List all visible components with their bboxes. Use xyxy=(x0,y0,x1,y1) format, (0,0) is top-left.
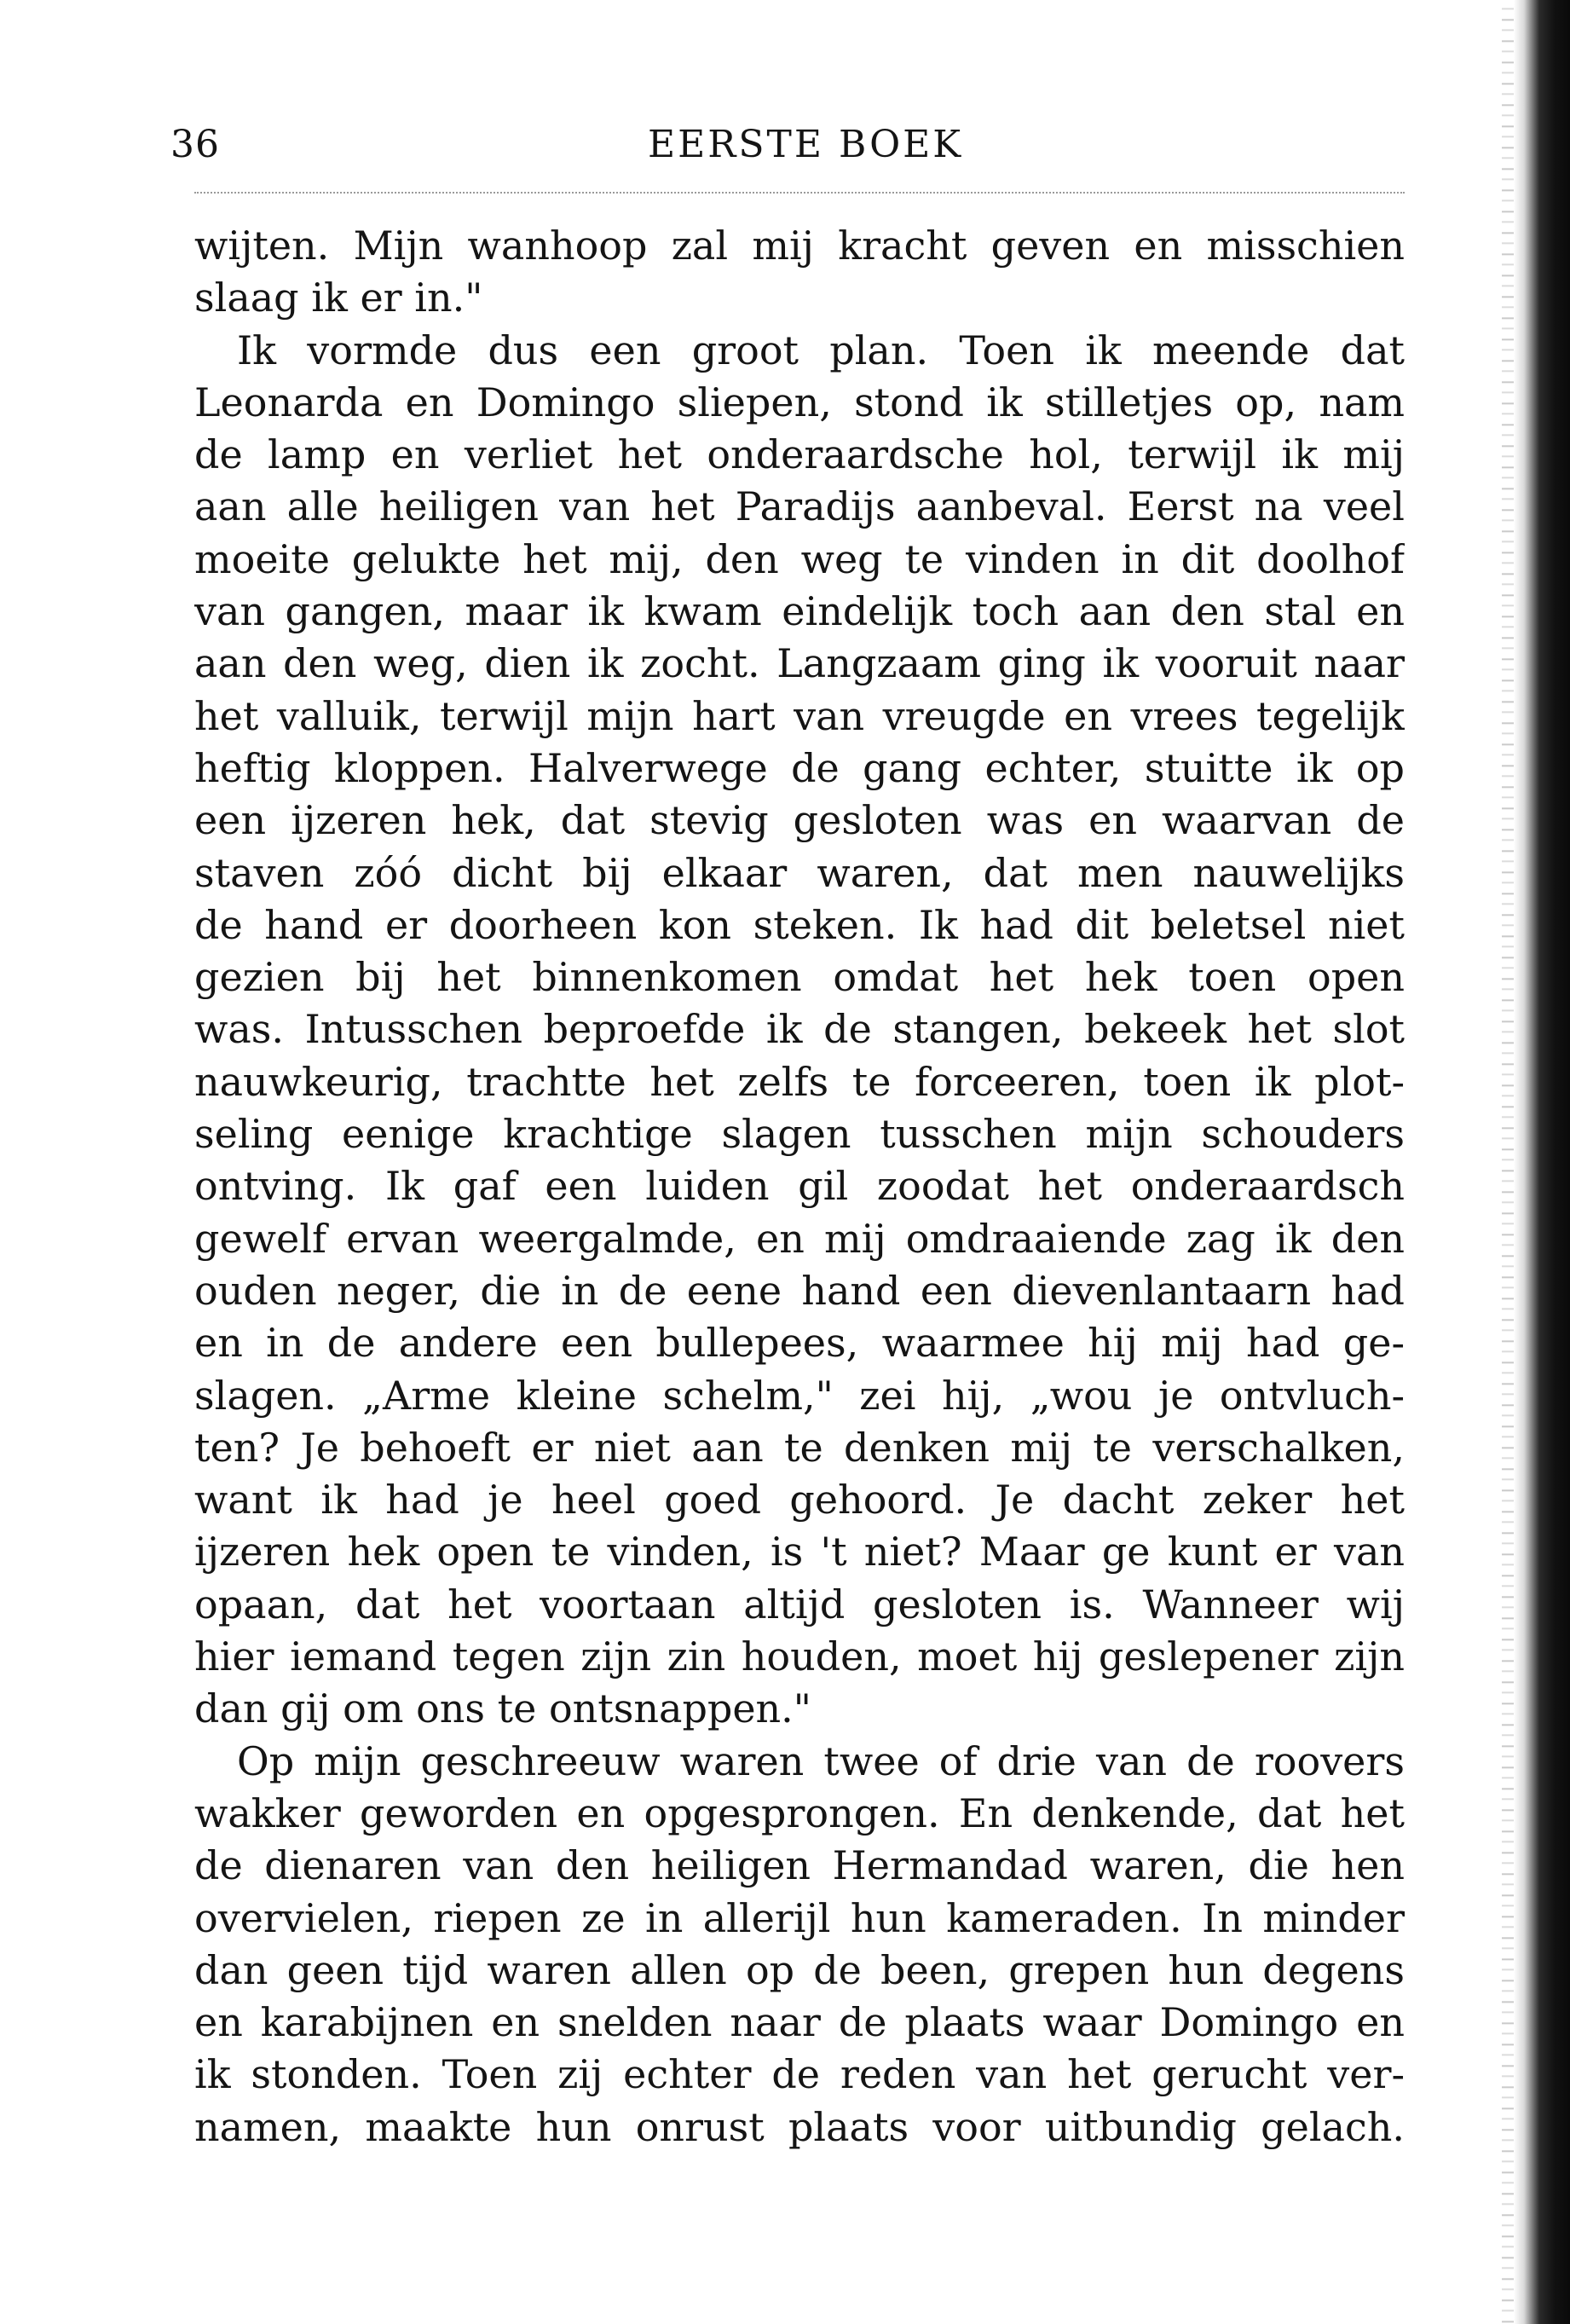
text-line: hier iemand tegen zijn zin houden, moet hij geslepener zijn xyxy=(194,1633,1405,1680)
text-line: en karabijnen en snelden naar de plaats waar Domingo en xyxy=(194,1999,1405,2046)
text-line: want ik had je heel goed gehoord. Je dacht zeker het xyxy=(194,1477,1405,1523)
text-line: Leonarda en Domingo sliepen, stond ik stilletjes op, nam xyxy=(194,379,1405,425)
text-line: Ik vormde dus een groot plan. Toen ik meende dat xyxy=(237,327,1405,373)
text-line: ten? Je behoeft er niet aan te denken mij te verschalken, xyxy=(194,1424,1405,1471)
text-line: seling eenige krachtige slagen tusschen mijn schouders xyxy=(194,1111,1405,1158)
scan-gutter-edge xyxy=(1502,0,1514,2324)
text-line: de lamp en verliet het onderaardsche hol, terwijl ik mij xyxy=(194,431,1405,478)
text-line: moeite gelukte het mij, den weg te vinden in dit doolhof xyxy=(194,535,1405,582)
header-dotted-rule xyxy=(194,192,1405,194)
text-line: dan gij om ons te ontsnappen." xyxy=(194,1685,811,1732)
text-line: ijzeren hek open te vinden, is 't niet? Maar ge kunt er van xyxy=(194,1529,1405,1575)
text-line: slaag ik er in." xyxy=(194,275,483,321)
text-line: dan geen tijd waren allen op de been, grepen hun degens xyxy=(194,1946,1405,1993)
text-line: heftig kloppen. Halverwege de gang echter, stuitte ik op xyxy=(194,744,1405,791)
text-line: namen, maakte hun onrust plaats voor uitbundig gelach. xyxy=(194,2103,1405,2150)
text-line: en in de andere een bullepees, waarmee hij mij had ge- xyxy=(194,1320,1405,1367)
text-line: aan alle heiligen van het Paradijs aanbeval. Eerst na veel xyxy=(194,483,1405,530)
text-line: wijten. Mijn wanhoop zal mij kracht geven en misschien xyxy=(194,223,1405,269)
text-line: staven zóó dicht bij elkaar waren, dat men nauwelijks xyxy=(194,849,1405,896)
text-line: het valluik, terwijl mijn hart van vreugde en vrees tegelijk xyxy=(194,692,1405,739)
text-line: ik stonden. Toen zij echter de reden van het gerucht ver- xyxy=(194,2051,1405,2098)
running-title: EERSTE BOEK xyxy=(648,123,964,166)
text-line: slagen. „Arme kleine schelm," zei hij, „wou je ontvluch- xyxy=(194,1372,1405,1419)
page-number: 36 xyxy=(170,123,220,166)
text-line: gezien bij het binnenkomen omdat het hek toen open xyxy=(194,954,1405,1001)
text-line: de hand er doorheen kon steken. Ik had dit beletsel niet xyxy=(194,901,1405,948)
text-line: was. Intusschen beproefde ik de stangen, bekeek het slot xyxy=(194,1006,1405,1053)
text-line: nauwkeurig, trachtte het zelfs te forceeren, toen ik plot- xyxy=(194,1058,1405,1105)
text-line: een ijzeren hek, dat stevig gesloten was en waarvan de xyxy=(194,797,1405,844)
text-line: ontving. Ik gaf een luiden gil zoodat het onderaardsch xyxy=(194,1163,1405,1210)
text-line: overvielen, riepen ze in allerijl hun kameraden. In minder xyxy=(194,1894,1405,1941)
text-line: ouden neger, die in de eene hand een dievenlantaarn had xyxy=(194,1267,1405,1314)
body-text xyxy=(194,220,1405,2153)
text-line: de dienaren van den heiligen Hermandad waren, die hen xyxy=(194,1842,1405,1889)
text-line: van gangen, maar ik kwam eindelijk toch aan den stal en xyxy=(194,588,1405,635)
scan-gutter-shadow xyxy=(1514,0,1570,2324)
text-line: Op mijn geschreeuw waren twee of drie van de roovers xyxy=(237,1737,1405,1784)
text-line: wakker geworden en opgesprongen. En denkende, dat het xyxy=(194,1789,1405,1836)
text-line: gewelf ervan weergalmde, en mij omdraaiende zag ik den xyxy=(194,1215,1405,1262)
text-line: opaan, dat het voortaan altijd gesloten is. Wanneer wij xyxy=(194,1581,1405,1627)
text-line: aan den weg, dien ik zocht. Langzaam ging ik vooruit naar xyxy=(194,640,1405,687)
